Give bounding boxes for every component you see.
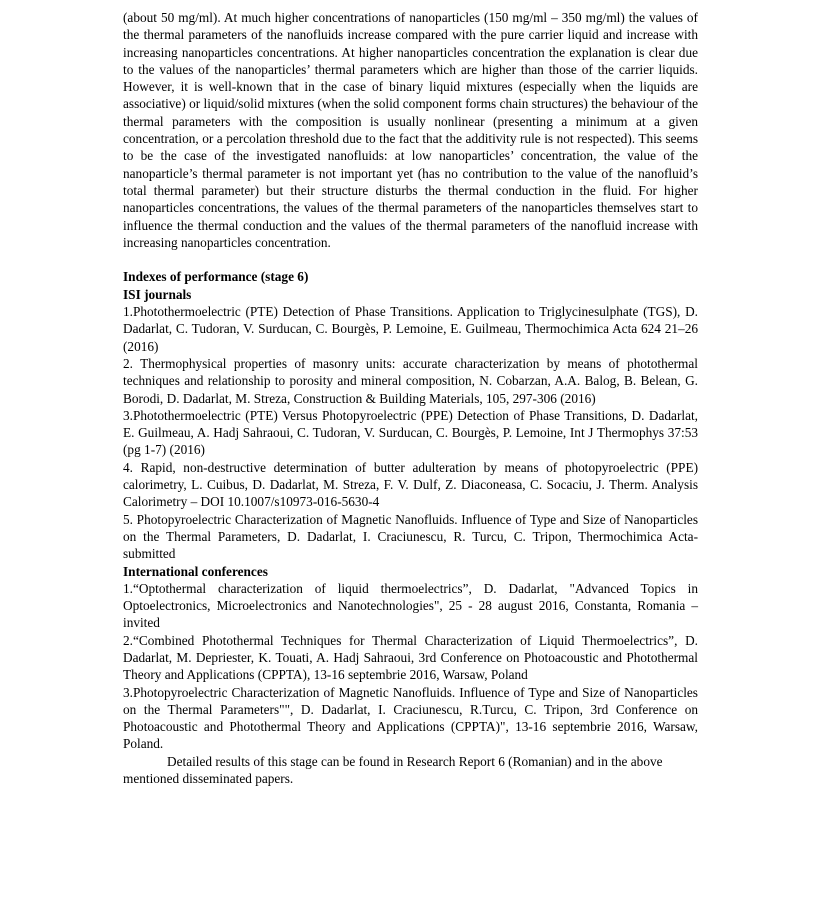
conference-reference-2: 2.“Combined Photothermal Techniques for Thermal Characterization of Liquid Thermoelectrics”, D. Dadarlat, M. Depriester, K. Touati, A. Hadj Sahraoui, 3rd Conference on Photoacoustic and Photothermal Theory and Applications (CPPTA), 13-16 septembrie 2016, Warsaw, Poland: [123, 632, 698, 683]
closing-paragraph: Detailed results of this stage can be found in Research Report 6 (Romanian) and in the above mentioned disseminated papers.: [123, 753, 663, 787]
intro-paragraph: (about 50 mg/ml). At much higher concentrations of nanoparticles (150 mg/ml – 350 mg/ml) the values of the thermal parameters of the nanofluids increase compared with the pure carrier liquid and increase with increasing nanoparticles concentrations. At higher nanoparticles concentration the explanation is clear due to the values of the nanoparticles’ thermal parameters which are higher than those of the carrier liquids. However, it is well-known that in the case of binary liquid mixtures (especially when the liquids are associative) or liquid/solid mixtures (when the solid component forms chain structures) the behaviour of the thermal parameters with the composition is usually nonlinear (presenting a minimum at a given concentration, or a percolation threshold due to the fact that the additivity rule is not respected). This seems to be the case of the investigated nanofluids: at low nanoparticles’ concentration, the value of the nanoparticle’s thermal parameter is not important yet (has no contribution to the value of the nanofluid’s total thermal parameter) but their structure disturbs the thermal conduction in the fluid. For higher nanoparticles concentrations, the values of the thermal parameters of the nanoparticles themselves start to influence the thermal conduction and the values of the thermal parameters of the nanofluid increase with increasing nanoparticles concentration.: [123, 10, 698, 250]
isi-reference-4: 4. Rapid, non-destructive determination of butter adulteration by means of photopyroelectric (PPE) calorimetry, L. Cuibus, D. Dadarlat, M. Streza, F. V. Dulf, Z. Diaconeasa, C. Socaciu, J. Therm. Analysis Calorimetry – DOI 10.1007/s10973-016-5630-4: [123, 459, 698, 510]
isi-journals-heading: ISI journals: [123, 286, 192, 302]
section-heading: Indexes of performance (stage 6): [123, 269, 309, 285]
conferences-heading: International conferences: [123, 563, 268, 579]
document-page: [123, 9, 698, 787]
conference-reference-3: 3.Photopyroelectric Characterization of Magnetic Nanofluids. Influence of Type and Size of Nanoparticles on the Thermal Parameters"", D. Dadarlat, I. Craciunescu, R.Turcu, C. Tripon, 3rd Conference on Photoacoustic and Photothermal Theory and Applications (CPPTA)", 13-16 septembrie 2016, Warsaw, Poland.: [123, 684, 698, 752]
isi-reference-5: 5. Photopyroelectric Characterization of Magnetic Nanofluids. Influence of Type and Size of Nanoparticles on the Thermal Parameters, D. Dadarlat, I. Craciunescu, R. Turcu, C. Tripon, Thermochimica Acta- submitted: [123, 511, 698, 562]
isi-reference-2: 2. Thermophysical properties of masonry units: accurate characterization by means of photothermal techniques and relationship to porosity and mineral composition, N. Cobarzan, A.A. Balog, B. Belean, G. Borodi, D. Dadarlat, M. Streza, Construction & Building Materials, 105, 297-306 (2016): [123, 355, 698, 406]
conference-reference-1: 1.“Optothermal characterization of liquid thermoelectrics”, D. Dadarlat, "Advanced Topics in Optoelectronics, Microelectronics and Nanotechnologies", 25 - 28 august 2016, Constanta, Romania – invited: [123, 580, 698, 631]
isi-reference-3: 3.Photothermoelectric (PTE) Versus Photopyroelectric (PPE) Detection of Phase Transitions, D. Dadarlat, E. Guilmeau, A. Hadj Sahraoui, C. Tudoran, V. Surducan, C. Bourgès, P. Lemoine, Int J Thermophys 37:53 (pg 1-7) (2016): [123, 407, 698, 458]
isi-reference-1: 1.Photothermoelectric (PTE) Detection of Phase Transitions. Application to Triglycinesulphate (TGS), D. Dadarlat, C. Tudoran, V. Surducan, C. Bourgès, P. Lemoine, E. Guilmeau, Thermochimica Acta 624 21–26 (2016): [123, 304, 698, 354]
paragraph-spacer: [123, 251, 698, 268]
